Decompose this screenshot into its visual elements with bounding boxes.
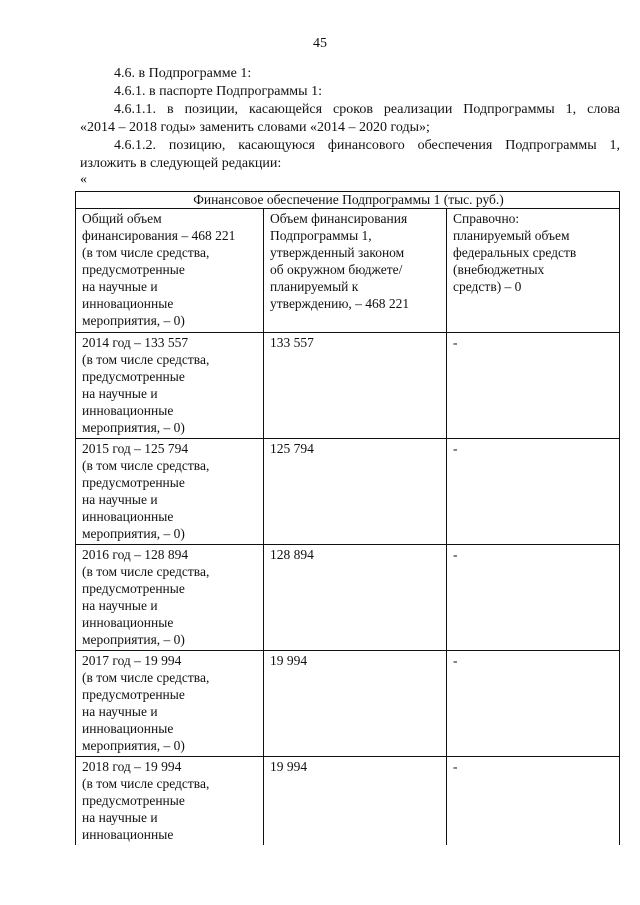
year-2017-federal-cell: - <box>447 651 620 757</box>
year-2016-total-cell: 2016 год – 128 894 (в том числе средства, предусмотренные на научные и инновационные мероприятия, – 0) <box>76 545 264 651</box>
federal-funds-cell: Справочно: планируемый объем федеральных средств (внебюджетных средств) – 0 <box>447 209 620 333</box>
table-row <box>76 439 620 545</box>
year-2018-total-cell: 2018 год – 19 994 (в том числе средства, предусмотренные на научные и инновационные <box>76 757 264 845</box>
financing-table <box>75 191 620 845</box>
year-2015-federal-cell: - <box>447 439 620 545</box>
paragraph-4-6: 4.6. в Подпрограмме 1: <box>114 66 252 81</box>
table-row <box>76 757 620 845</box>
year-2016-budget-cell: 128 894 <box>264 545 447 651</box>
page-number: 45 <box>313 36 327 51</box>
year-2018-federal-cell: - <box>447 757 620 845</box>
opening-quote: « <box>80 172 87 187</box>
year-2015-budget-cell: 125 794 <box>264 439 447 545</box>
table-row <box>76 209 620 333</box>
table-row <box>76 651 620 757</box>
year-2015-total-cell: 2015 год – 125 794 (в том числе средства, предусмотренные на научные и инновационные мероприятия, – 0) <box>76 439 264 545</box>
year-2017-total-cell: 2017 год – 19 994 (в том числе средства, предусмотренные на научные и инновационные мероприятия, – 0) <box>76 651 264 757</box>
paragraph-4-6-1: 4.6.1. в паспорте Подпрограммы 1: <box>114 84 322 99</box>
year-2018-budget-cell: 19 994 <box>264 757 447 845</box>
budget-financing-cell: Объем финансирования Подпрограммы 1, утвержденный законом об окружном бюджете/ планируемый к утверждению, – 468 221 <box>264 209 447 333</box>
paragraph-4-6-1-1-line1: 4.6.1.1. в позиции, касающейся сроков реализации Подпрограммы 1, слова <box>114 102 620 117</box>
year-2016-federal-cell: - <box>447 545 620 651</box>
year-2014-total-cell: 2014 год – 133 557 (в том числе средства, предусмотренные на научные и инновационные мероприятия, – 0) <box>76 333 264 439</box>
paragraph-4-6-1-2-line1: 4.6.1.2. позицию, касающуюся финансового обеспечения Подпрограммы 1, <box>114 138 620 153</box>
table-header: Финансовое обеспечение Подпрограммы 1 (тыс. руб.) <box>76 192 620 209</box>
table-row <box>76 333 620 439</box>
paragraph-4-6-1-1-line2: «2014 – 2018 годы» заменить словами «2014 – 2020 годы»; <box>80 120 430 135</box>
paragraph-4-6-1-2-line2: изложить в следующей редакции: <box>80 156 282 171</box>
table-row <box>76 545 620 651</box>
year-2014-federal-cell: - <box>447 333 620 439</box>
total-financing-cell: Общий объем финансирования – 468 221 (в том числе средства, предусмотренные на научные и инновационные мероприятия, – 0) <box>76 209 264 333</box>
year-2017-budget-cell: 19 994 <box>264 651 447 757</box>
year-2014-budget-cell: 133 557 <box>264 333 447 439</box>
